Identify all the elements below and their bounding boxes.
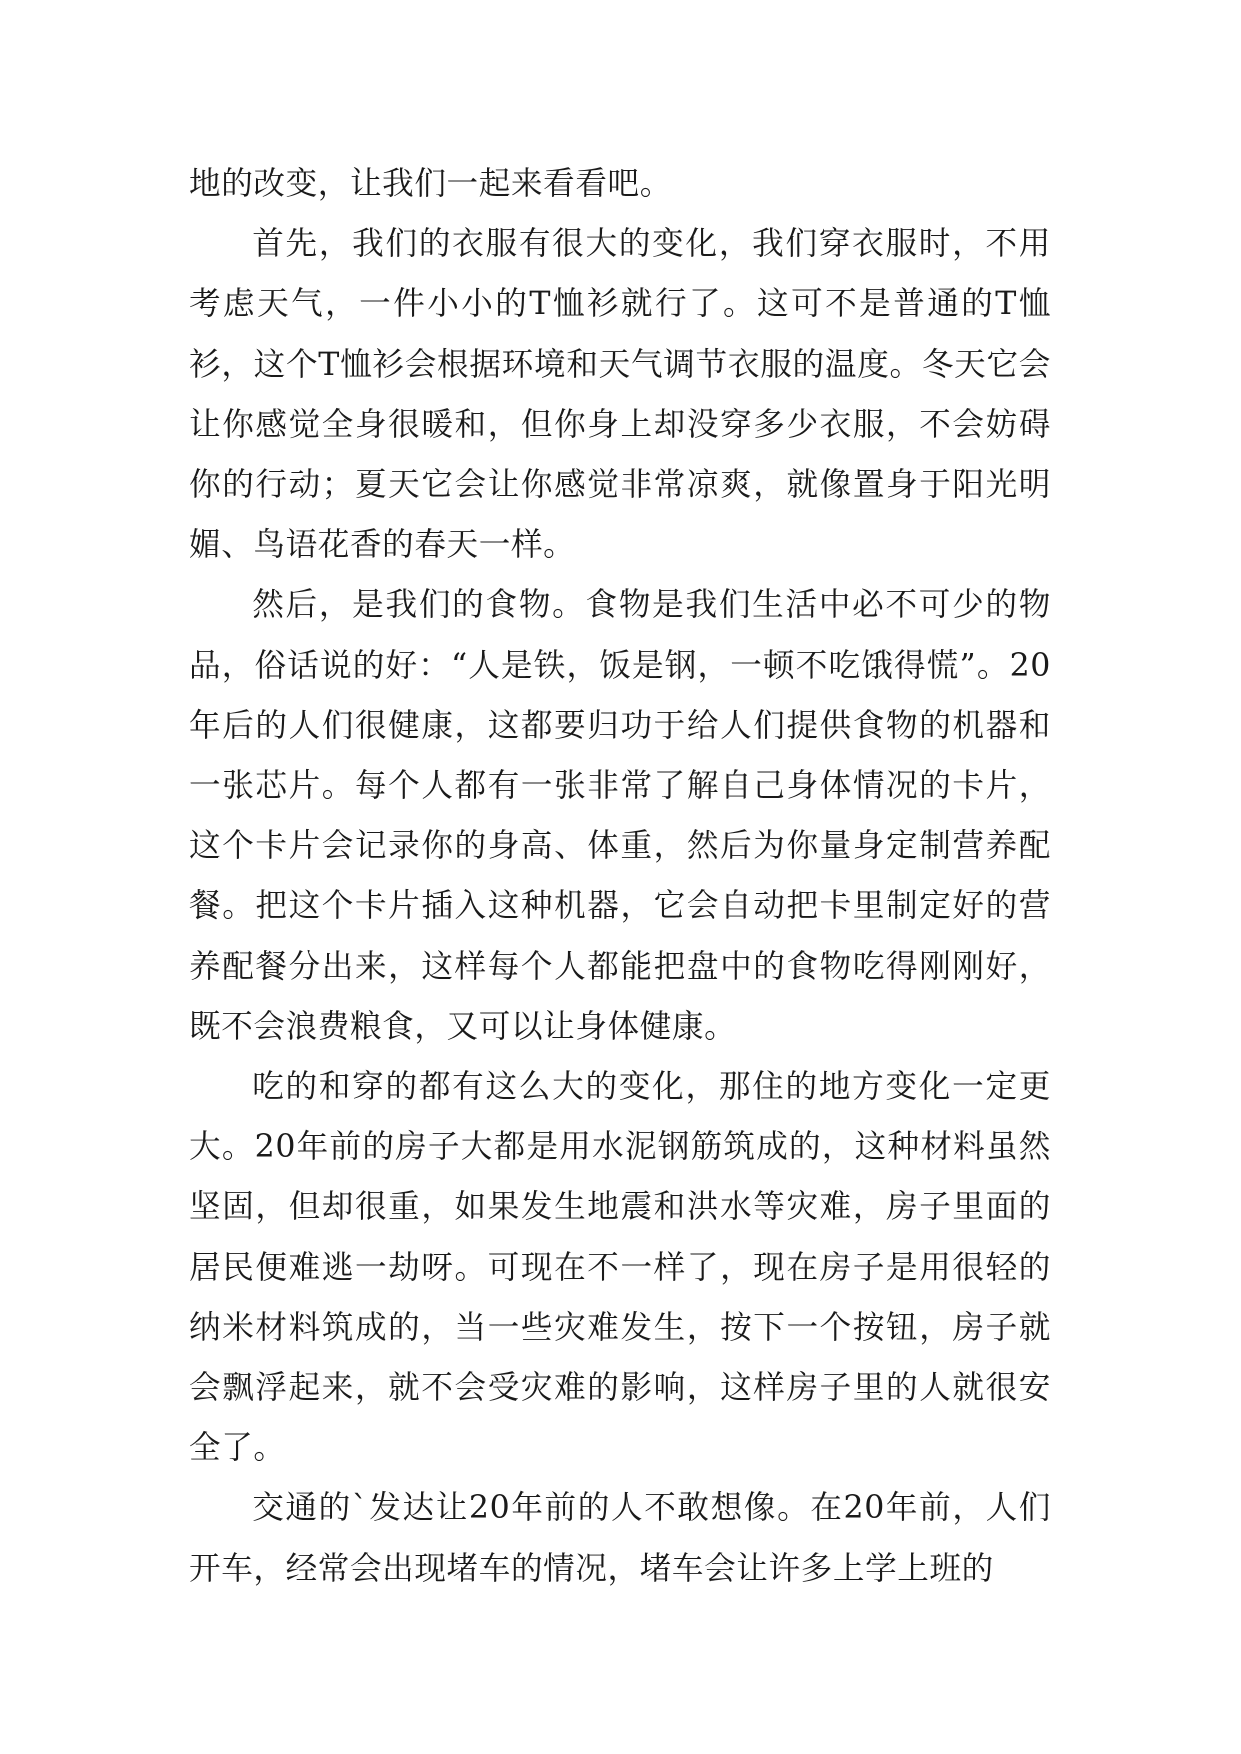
paragraph: 交通的`发达让20年前的人不敢想像。在20年前，人们开车，经常会出现堵车的情况，堵车会让许多上学上班的: [189, 1490, 1051, 1587]
paragraph: 吃的和穿的都有这么大的变化，那住的地方变化一定更大。20年前的房子大都是用水泥钢筋筑成的，这种材料虽然坚固，但却很重，如果发生地震和洪水等灾难，房子里面的居民便难逃一劫呀。可现在不一样了，现在房子是用很轻的纳米材料筑成的，当一些灾难发生，按下一个按钮，房子就会飘浮起来，就不会受灾难的影响，这样房子里的人就很安全了。: [189, 1069, 1051, 1467]
paragraph: 地的改变，让我们一起来看看吧。: [189, 166, 672, 202]
paragraph: 首先，我们的衣服有很大的变化，我们穿衣服时，不用考虑天气，一件小小的T恤衫就行了。这可不是普通的T恤衫，这个T恤衫会根据环境和天气调节衣服的温度。冬天它会让你感觉全身很暖和，但你身上却没穿多少衣服，不会妨碍你的行动；夏天它会让你感觉非常凉爽，就像置身于阳光明媚、鸟语花香的春天一样。: [189, 226, 1051, 564]
document-body: [189, 154, 1051, 1599]
paragraph: 然后，是我们的食物。食物是我们生活中必不可少的物品，俗话说的好：“人是铁，饭是钢，一顿不吃饿得慌”。20年后的人们很健康，这都要归功于给人们提供食物的机器和一张芯片。每个人都有一张非常了解自己身体情况的卡片，这个卡片会记录你的身高、体重，然后为你量身定制营养配餐。把这个卡片插入这种机器，它会自动把卡里制定好的营养配餐分出来，这样每个人都能把盘中的食物吃得刚刚好，既不会浪费粮食，又可以让身体健康。: [189, 587, 1051, 1045]
